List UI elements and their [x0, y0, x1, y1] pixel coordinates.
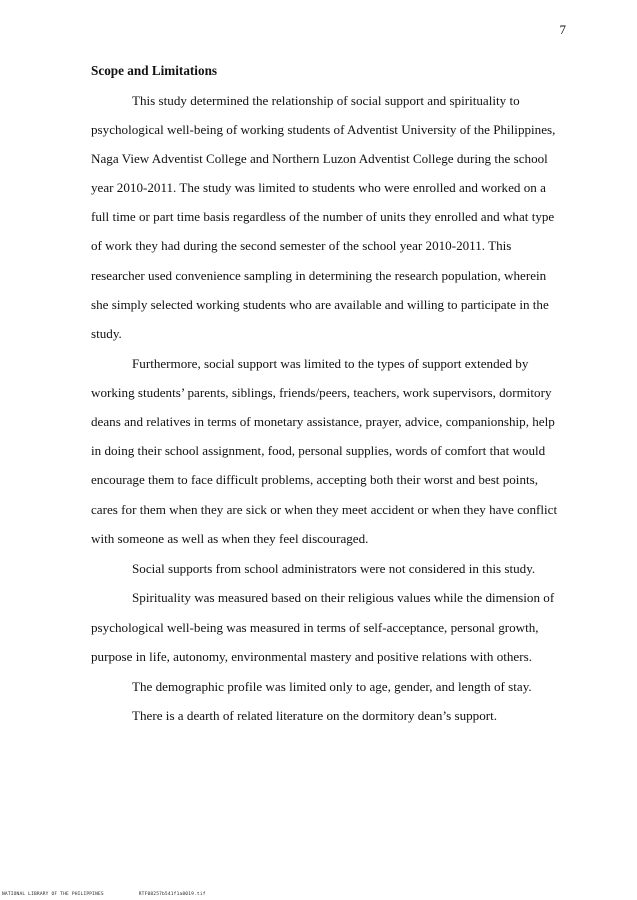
paragraph-line: of work they had during the second semester of the school year 2010-2011. This — [91, 238, 512, 253]
paragraph-line: full time or part time basis regardless of the number of units they enrolled and what type — [91, 209, 555, 224]
paragraph-line: researcher used convenience sampling in determining the research population, wherein — [91, 268, 547, 283]
scan-footer — [2, 892, 206, 897]
paragraph-line: in doing their school assignment, food, personal supplies, words of comfort that would — [91, 443, 546, 458]
paragraph-line: Naga View Adventist College and Northern Luzon Adventist College during the school — [91, 151, 548, 166]
paragraph-line: deans and relatives in terms of monetary assistance, prayer, advice, companionship, help — [91, 414, 555, 429]
footer-library-name: NATIONAL LIBRARY OF THE PHILIPPINES — [2, 892, 104, 897]
paragraph-line: This study determined the relationship of social support and spirituality to — [132, 93, 520, 108]
paragraph-line: encourage them to face difficult problems, accepting both their worst and best points, — [91, 472, 538, 487]
paragraph-line: psychological well-being of working students of Adventist University of the Philippines, — [91, 122, 556, 137]
paragraph-line: she simply selected working students who are available and willing to participate in the — [91, 297, 549, 312]
paragraph-line: working students’ parents, siblings, friends/peers, teachers, work supervisors, dormitory — [91, 385, 552, 400]
paragraph-line: There is a dearth of related literature on the dormitory dean’s support. — [132, 708, 498, 723]
paragraph-line: The demographic profile was limited only to age, gender, and length of stay. — [132, 679, 532, 694]
paragraph-line: cares for them when they are sick or when they meet accident or when they have conflict — [91, 502, 558, 517]
paragraph-line: study. — [91, 326, 122, 341]
footer-file-id: RTF08257b541f1a8019.tif — [138, 892, 206, 897]
paragraph-line: Social supports from school administrators were not considered in this study. — [132, 561, 536, 576]
paragraph-line: purpose in life, autonomy, environmental mastery and positive relations with others. — [91, 649, 532, 664]
page-number: 7 — [559, 22, 566, 37]
paragraph-line: psychological well-being was measured in terms of self-acceptance, personal growth, — [91, 620, 539, 635]
section-heading: Scope and Limitations — [91, 63, 218, 78]
paragraph-line: year 2010-2011. The study was limited to students who were enrolled and worked on a — [91, 180, 546, 195]
paragraph-line: Furthermore, social support was limited to the types of support extended by — [132, 356, 529, 371]
paragraph-line: Spirituality was measured based on their religious values while the dimension of — [132, 590, 555, 605]
paragraph-line: with someone as well as when they feel discouraged. — [91, 531, 369, 546]
